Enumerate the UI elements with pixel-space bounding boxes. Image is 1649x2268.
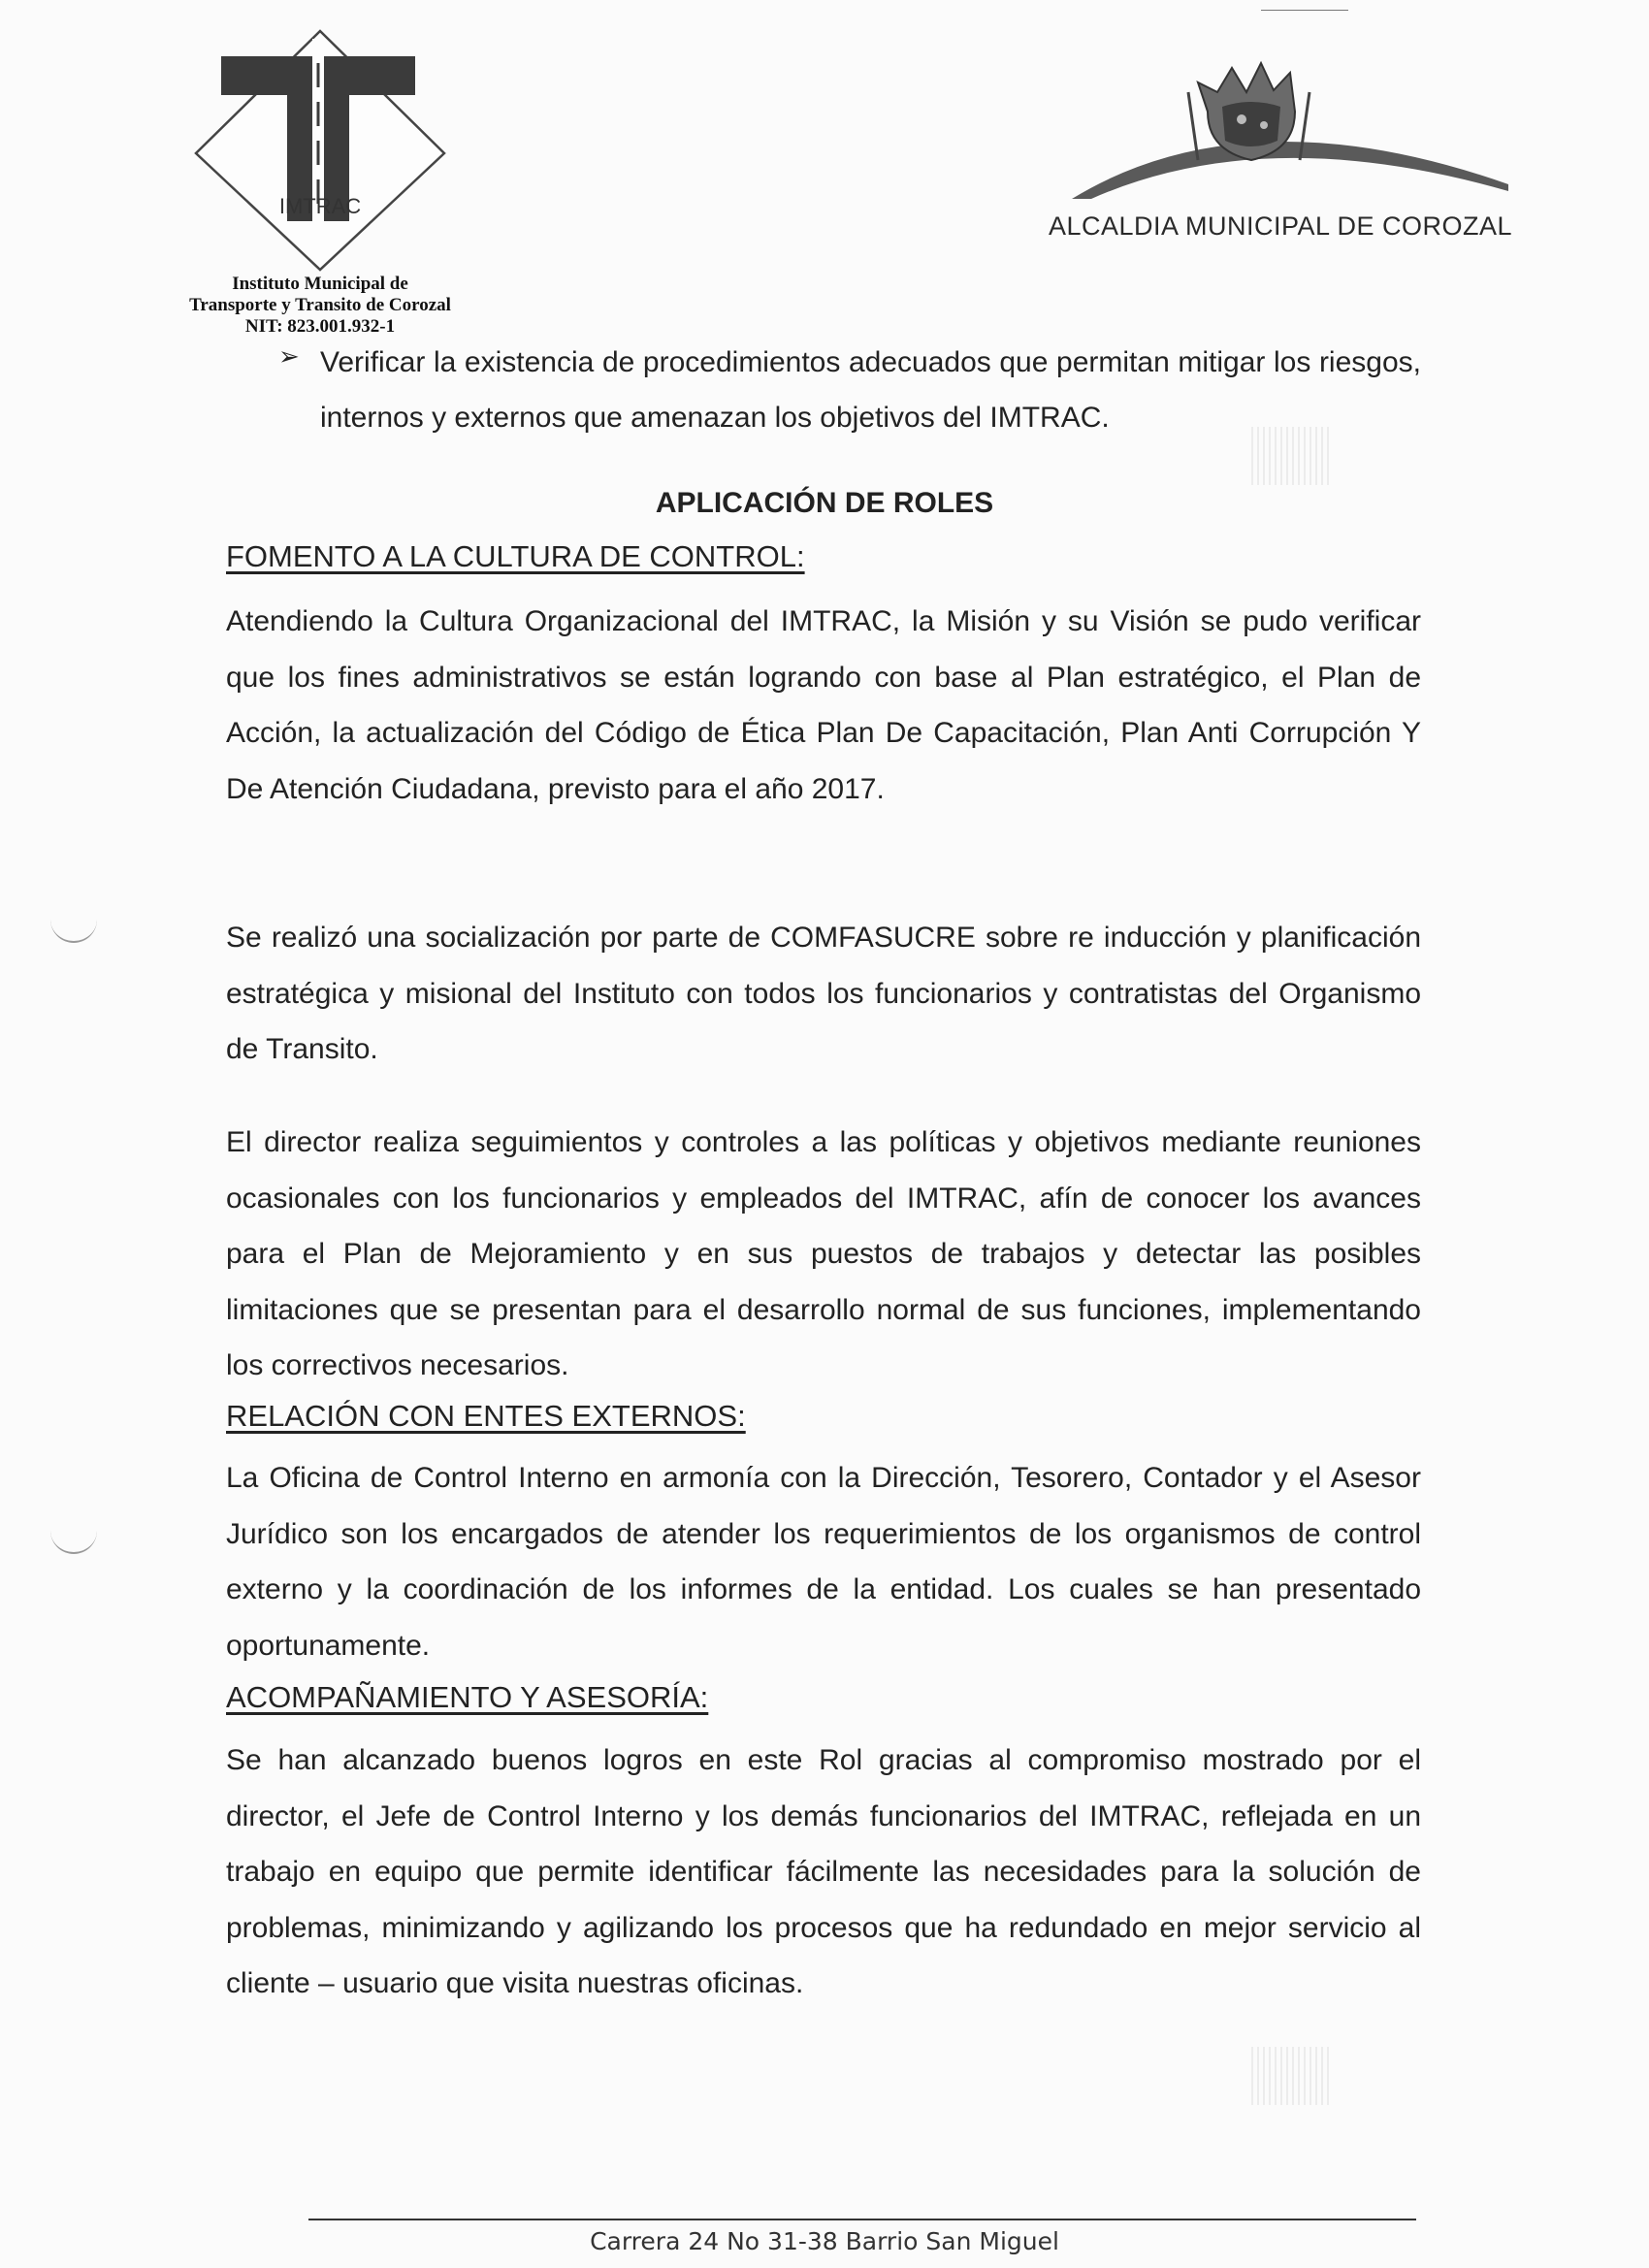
- corozal-coat-of-arms-icon: [1052, 53, 1518, 223]
- faint-stamp-mark: [1251, 2047, 1329, 2105]
- bullet-text: Verificar la existencia de procedimientos adecuados que permitan mitigar los riesgos, internos y externos que amenazan los objetivos del IMTRAC.: [320, 346, 1421, 434]
- footer-rule: [308, 2219, 1416, 2220]
- institution-line: Transporte y Transito de Corozal: [189, 295, 451, 315]
- paragraph: Atendiendo la Cultura Organizacional del IMTRAC, la Misión y su Visión se pudo verificar que los fines administrativos se están logrando con base al Plan estratégico, el Plan de Acción, la actualización del Código de Ética Plan De Capacitación, Plan Anti Corrupción Y De Atención Ciudadana, previsto para el año 2017.: [226, 605, 1421, 805]
- municipality-name: ALCALDIA MUNICIPAL DE COROZAL: [1048, 211, 1513, 241]
- subheading-culture: FOMENTO A LA CULTURA DE CONTROL:: [226, 539, 805, 573]
- top-scan-mark: [1261, 10, 1348, 11]
- institution-info: [136, 274, 504, 338]
- faint-stamp-mark: [1251, 427, 1329, 485]
- institution-nit: NIT: 823.001.932-1: [244, 316, 396, 337]
- section-title: APLICACIÓN DE ROLES: [655, 487, 994, 519]
- paragraph: Se han alcanzado buenos logros en este Rol gracias al compromiso mostrado por el director, el Jefe de Control Interno y los demás funcionarios del IMTRAC, reflejada en un trabajo en equipo que permite identificar fácilmente las necesidades para la solución de problemas, minimizando y agilizando los procesos que ha redundado en mejor servicio al cliente – usuario que visita nuestras oficinas.: [226, 1744, 1421, 1999]
- paragraph: El director realiza seguimientos y controles a las políticas y objetivos mediante reuniones ocasionales con los funcionarios y empleados del IMTRAC, afín de conocer los avances para el Plan de Mejoramiento y en sus puestos de trabajos y detectar las posibles limitaciones que se presentan para el desarrollo normal de sus funciones, implementando los correctivos necesarios.: [226, 1126, 1421, 1381]
- paragraph: Se realizó una socialización por parte de COMFASUCRE sobre re inducción y planificación estratégica y misional del Instituto con todos los funcionarios y contratistas del Organismo de Transito.: [226, 922, 1421, 1065]
- binder-hole: [50, 902, 97, 943]
- subheading-external: RELACIÓN CON ENTES EXTERNOS:: [226, 1399, 746, 1433]
- subheading-advisory: ACOMPAÑAMIENTO Y ASESORÍA:: [226, 1680, 709, 1714]
- footer-address: Carrera 24 No 31-38 Barrio San Miguel: [590, 2227, 1059, 2255]
- binder-hole: [50, 1513, 97, 1554]
- imtrac-logo-text: IMTRAC: [278, 194, 362, 218]
- paragraph: La Oficina de Control Interno en armonía con la Dirección, Tesorero, Contador y el Asesor Jurídico son los encargados de atender los requerimientos de los organismos de control externo y la coordinación de los informes de la entidad. Los cuales se han presentado oportunamente.: [226, 1462, 1421, 1662]
- arrow-bullet-icon: ➢: [278, 341, 300, 371]
- institution-line: Instituto Municipal de: [232, 274, 408, 294]
- imtrac-logo: [194, 29, 456, 272]
